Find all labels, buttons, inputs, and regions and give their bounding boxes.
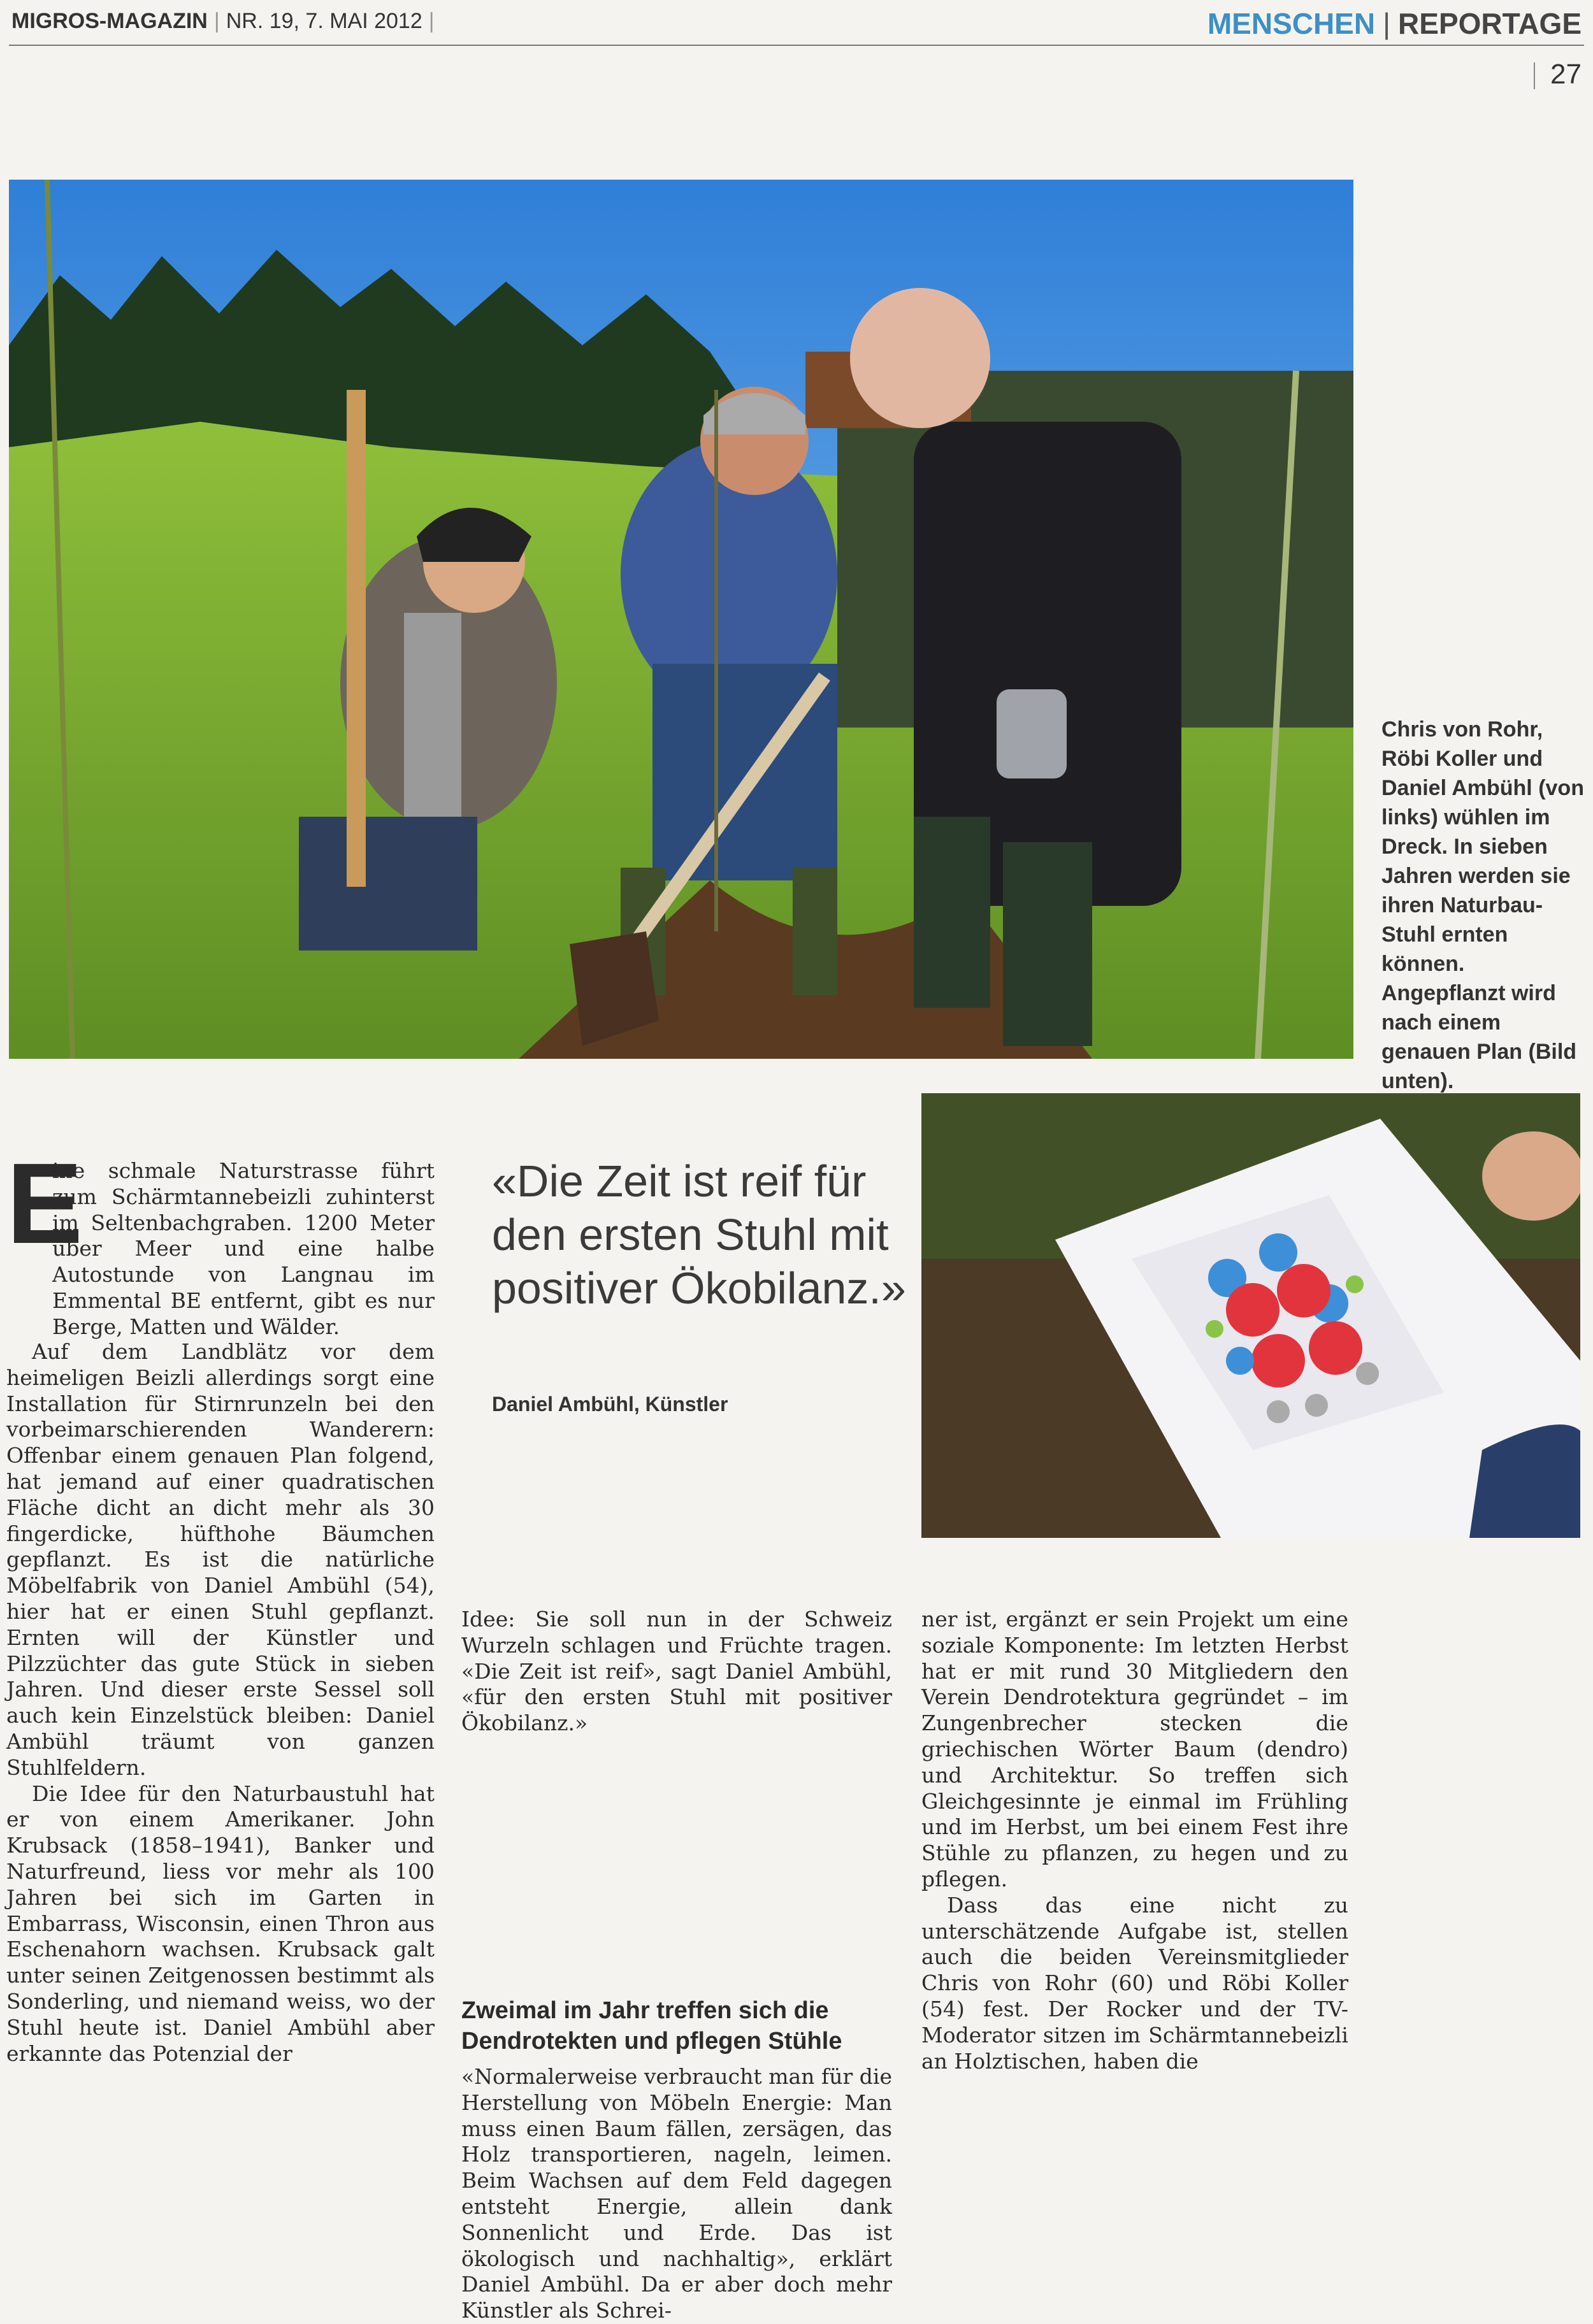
article-column-2-lower xyxy=(461,2064,892,2324)
section-label: MENSCHEN xyxy=(1207,7,1376,40)
article-paragraph: Auf dem Landblätz vor dem heimeligen Beizli allerdings sorgt eine Installation für Stirnrunzeln bei den vorbeimarschierenden Wanderern: Offenbar einem genauen Plan folgend, hat jemand auf einer quadratischen Fläche dicht an dicht mehr als 30 fingerdicke, hüfthohe Bäumchen gepflanzt. Es ist die natürliche Möbelfabrik von Daniel Ambühl (54), hier hat er einen Stuhl gepflanzt. Ernten will der Künstler und Pilzzüchter das gute Stück in sieben Jahren. Und dieser erste Sessel soll auch kein Einzelstück bleiben: Daniel Ambühl träumt von ganzen Stuhlfeldern. xyxy=(6,1339,435,1780)
article-column-1 xyxy=(6,1339,435,2067)
masthead: MIGROS-MAGAZIN | NR. 19, 7. MAI 2012 | xyxy=(11,9,435,33)
page-number: 27 xyxy=(1534,59,1582,90)
article-column-1-top xyxy=(6,1158,435,1340)
issue-date: NR. 19, 7. MAI 2012 xyxy=(226,9,422,33)
quote-author: Daniel Ambühl, Künstler xyxy=(492,1393,728,1416)
article-paragraph: «Normalerweise verbraucht man für die Herstellung von Möbeln Energie: Man muss einen Baum fällen, zersägen, das Holz transportieren, nageln, leimen. Beim Wachsen auf dem Feld dagegen entsteht Energie, allein dank Sonnenlicht und Erde. Das ist ökologisch und nachhaltig», erklärt Daniel Ambühl. Da er aber doch mehr Künstler als Schrei- xyxy=(461,2064,892,2323)
photo-caption: Chris von Rohr, Röbi Koller und Daniel Ambühl (von links) wühlen im Dreck. In sieben Jahren werden sie ihren Naturbau-Stuhl ernten können. Angepflanzt wird nach einem genauen Plan (Bild unten). xyxy=(1381,717,1584,1093)
main-photo xyxy=(9,180,1353,1059)
article-paragraph: Die Idee für den Naturbaustuhl hat er von einem Amerikaner. John Krubsack (1858–1941), Banker und Naturfreund, liess vor mehr als 100 Jahren bei sich im Garten in Embarrass, Wisconsin, einen Thron aus Eschenahorn wachsen. Krubsack galt unter seinen Zeitgenossen bestimmt als Sonderling, und niemand weiss, wo der Stuhl heute ist. Daniel Ambühl aber erkannte das Potenzial der xyxy=(6,1781,435,2066)
drop-cap: E xyxy=(6,1140,83,1268)
article-paragraph: ine schmale Naturstrasse führt zum Schärmtannebeizli zuhinterst im Seltenbachgraben. 1200 Meter über Meer und eine halbe Autostunde von Langnau im Emmental BE entfernt, gibt es nur Berge, Matten und Wälder. xyxy=(52,1158,435,1339)
article-paragraph: Idee: Sie soll nun in der Schweiz Wurzeln schlagen und Früchte tragen. «Die Zeit ist reif», sagt Daniel Ambühl, «für den ersten Stuhl mit positiver Ökobilanz.» xyxy=(461,1607,892,1736)
section-header: MENSCHEN | REPORTAGE xyxy=(1207,7,1582,40)
article-column-3 xyxy=(921,1607,1348,2074)
article-paragraph: Dass das eine nicht zu unterschätzende Aufgabe ist, stellen auch die beiden Vereinsmitglieder Chris von Rohr (60) und Röbi Koller (54) fest. Der Rocker und der TV-Moderator sitzen im Schärmtannebeizli an Holztischen, haben die xyxy=(921,1892,1348,2074)
main-photo-illustration xyxy=(9,180,1353,1059)
article-paragraph: ner ist, ergänzt er sein Projekt um eine soziale Komponente: Im letzten Herbst hat er mit rund 30 Mitgliedern den Verein Dendrotektura gegründet – im Zungenbrecher stecken die griechischen Wörter Baum (dendro) und Architektur. So treffen sich Gleichgesinnte je einmal im Frühling und im Herbst, um bei einem Fest ihre Stühle zu pflanzen, zu hegen und zu pflegen. xyxy=(921,1607,1348,1891)
plan-photo-illustration xyxy=(921,1093,1580,1538)
plan-photo xyxy=(921,1093,1580,1538)
subsection-label: REPORTAGE xyxy=(1398,7,1582,40)
header-rule xyxy=(9,45,1584,46)
article-column-2 xyxy=(461,1607,892,1737)
article-subhead: Zweimal im Jahr treffen sich die Dendrotekten und pflegen Stühle xyxy=(461,1997,842,2055)
pull-quote: «Die Zeit ist reif für den ersten Stuhl mit positiver Ökobilanz.» xyxy=(492,1156,906,1313)
magazine-name: MIGROS-MAGAZIN xyxy=(11,9,208,33)
